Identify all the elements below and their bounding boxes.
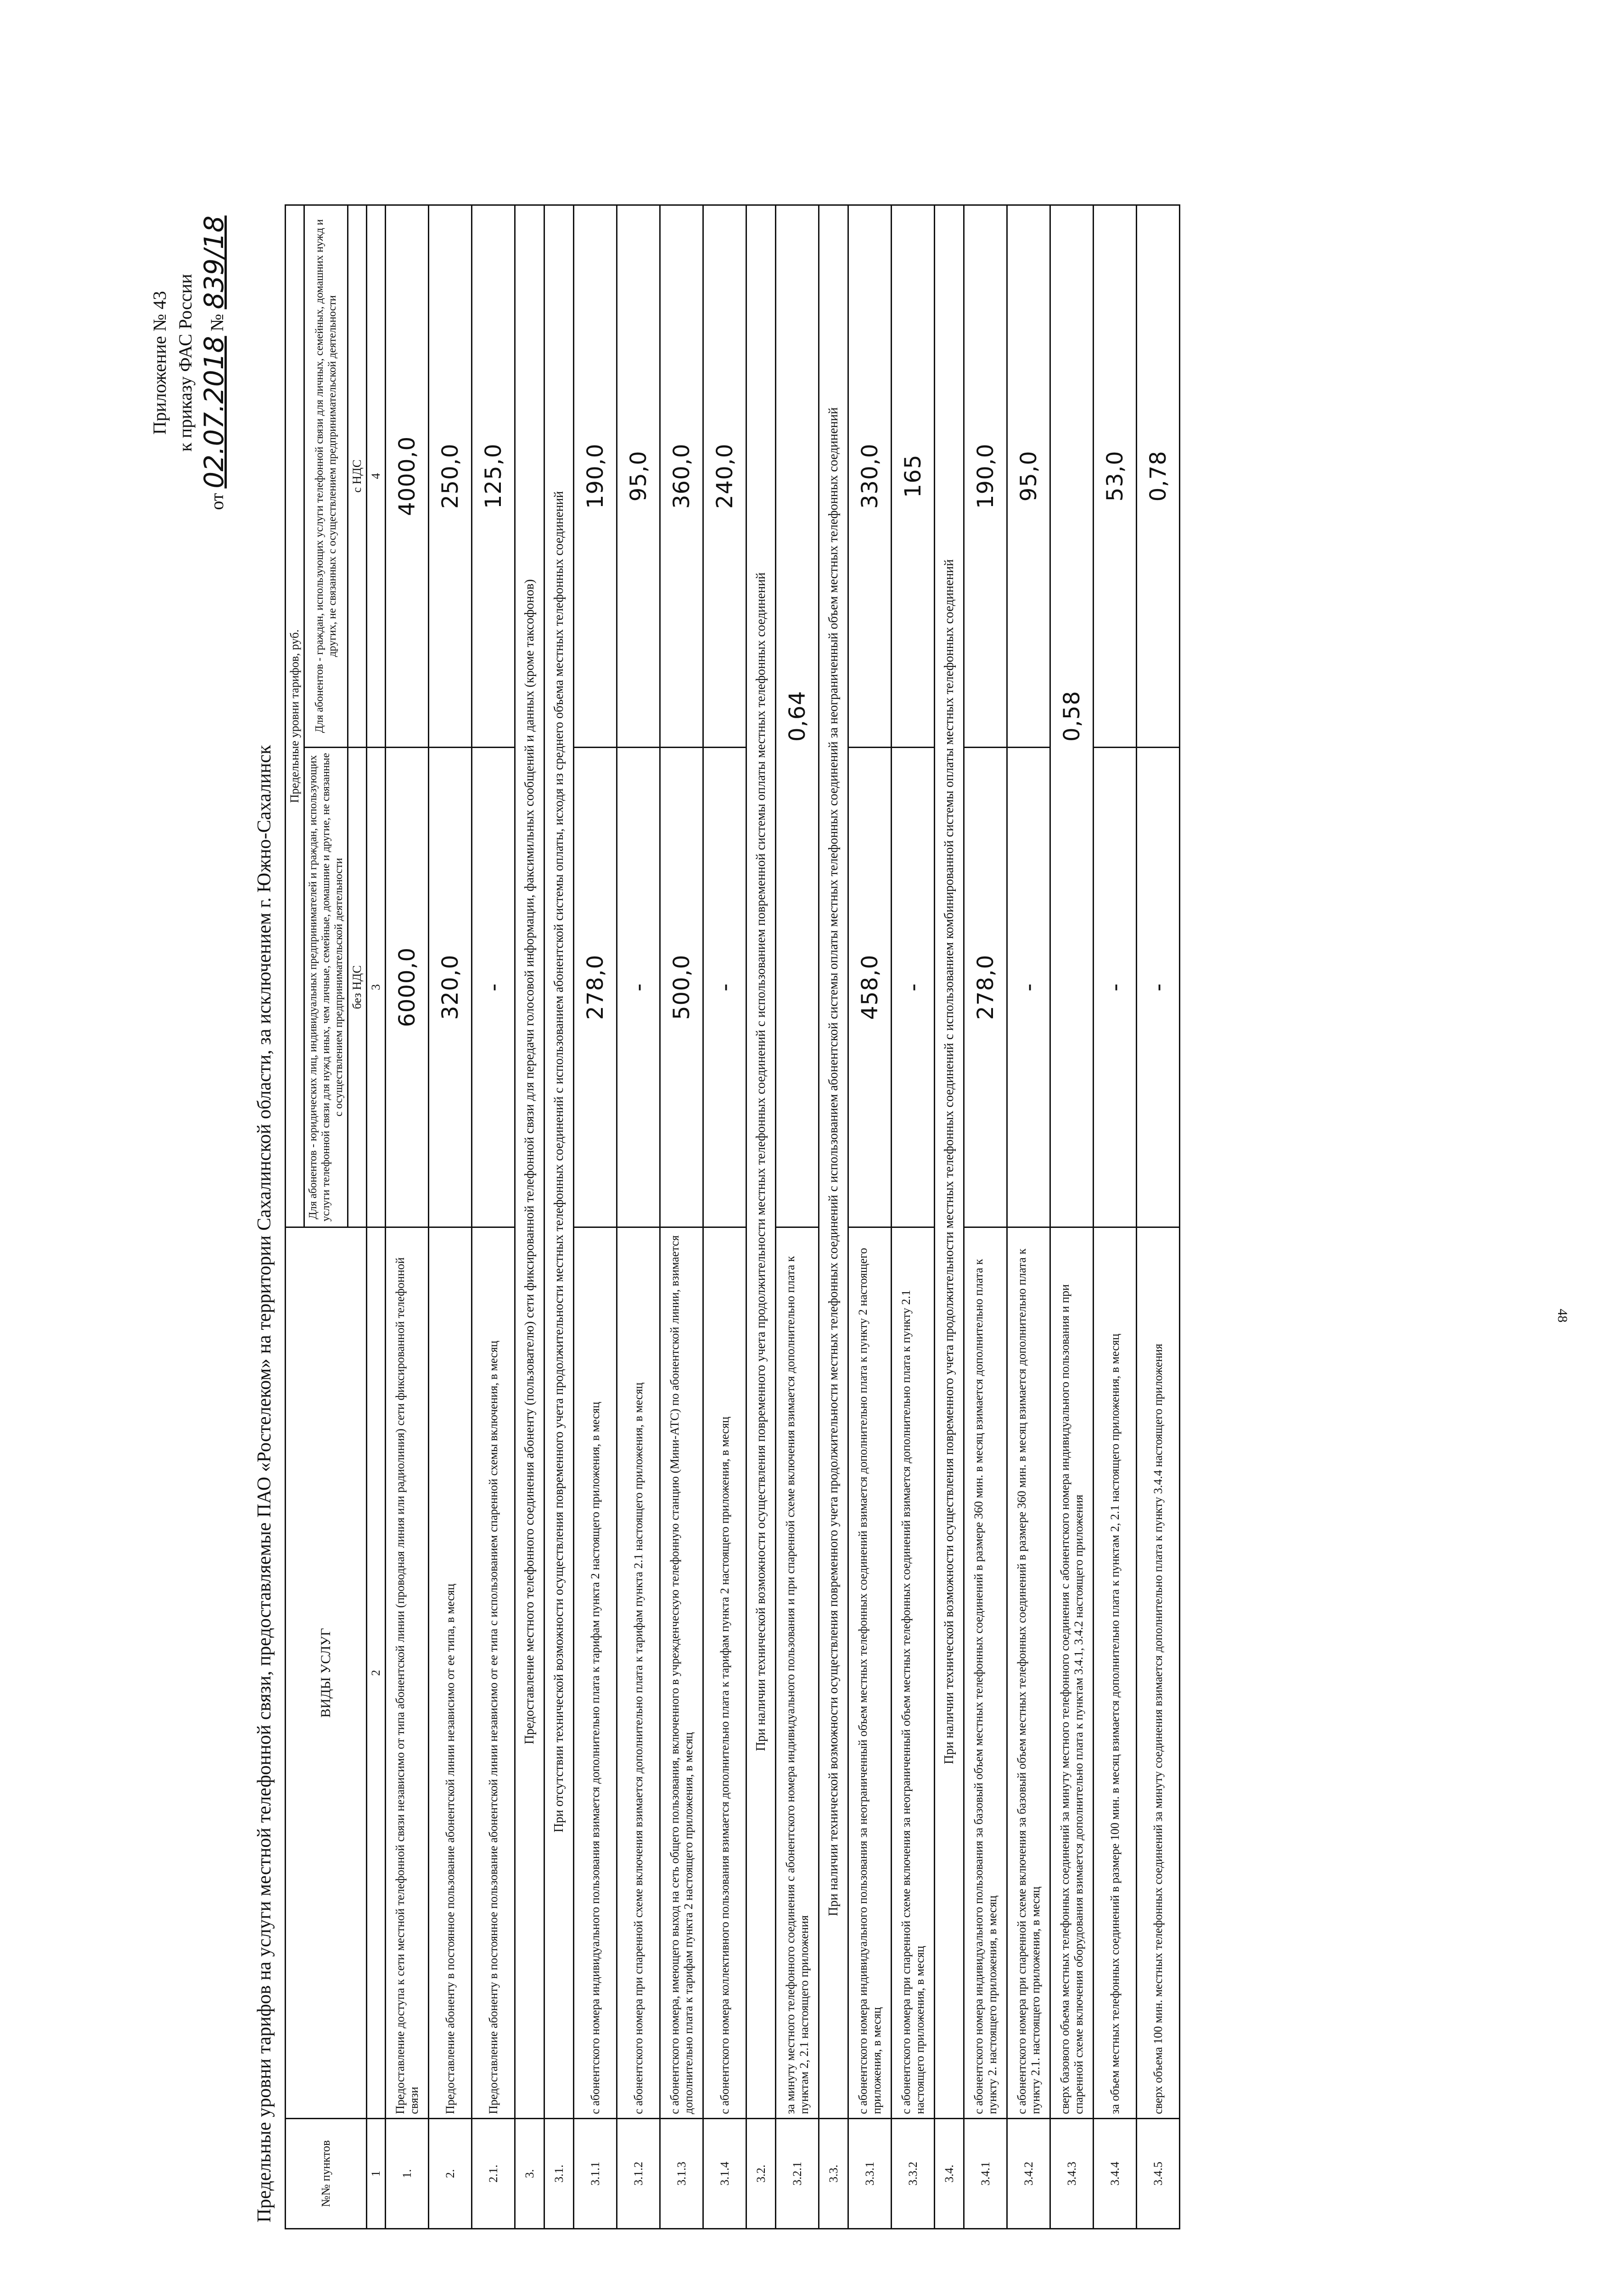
tariff-table [285, 204, 1180, 2229]
section-title: При наличии технической возможности осуществления повременного учета продолжительности местных телефонных соединений с использованием абонентской системы оплаты местных телефонных соединений за неограниченный объем местных телефонных соединений [819, 205, 848, 2119]
table-row [892, 205, 935, 2229]
item-number: 3.4.2 [1007, 2118, 1050, 2228]
price-with-vat: 190,0 [574, 205, 617, 748]
item-number: 2. [429, 2118, 472, 2228]
table-row [1094, 205, 1137, 2229]
col-number-1: 1 [367, 2118, 386, 2228]
header-row-numbers [367, 205, 386, 2229]
price-no-vat: 500,0 [660, 747, 703, 1227]
item-number: 3.4.3 [1050, 2118, 1094, 2228]
item-number: 3.4.4 [1094, 2118, 1137, 2228]
item-number: 3.2. [746, 2118, 776, 2228]
price-with-vat: 53,0 [1094, 205, 1137, 748]
col-number-4: 4 [367, 205, 386, 748]
number-prefix: № [207, 314, 227, 332]
price-per-minute: 0,64 [776, 205, 819, 1227]
section-row [515, 205, 544, 2229]
date-prefix: от [207, 493, 227, 510]
table-row [703, 205, 746, 2229]
appendix-line-1: Приложение № 43 [149, 291, 170, 435]
price-no-vat: 458,0 [848, 747, 892, 1227]
table-row [386, 205, 429, 2229]
price-no-vat: 278,0 [574, 747, 617, 1227]
section-title: При наличии технической возможности осуществления повременного учета продолжительности местных телефонных соединений с использованием комбинированной системы оплаты местных телефонных соединений [935, 205, 964, 2119]
table-row [1007, 205, 1050, 2229]
price-no-vat: 278,0 [964, 747, 1007, 1227]
table-row [660, 205, 703, 2229]
price-with-vat: 95,0 [617, 205, 660, 748]
service-name: сверх базового объема местных телефонных соединений за минуту местного телефонного соединения с абонентского номера индивидуального пользования и при спаренной схеме включения оборудования взимается дополнительно плата к пунктам 3.4.1, 3.4.2 настоящего приложения [1050, 1227, 1094, 2119]
price-no-vat: - [617, 747, 660, 1227]
table-row [429, 205, 472, 2229]
header-group-legal: Для абонентов - юридических лиц, индивидуальных предпринимателей и граждан, использующих услуги телефонной связи для нужд иных, чем личные, семейные, домашние и другие, не связанные с осуществлением предпринимательской деятельности [304, 747, 348, 1227]
col-number-3: 3 [367, 747, 386, 1227]
table-row [1050, 205, 1094, 2229]
item-number: 3.1.1 [574, 2118, 617, 2228]
order-number: 839/18 [198, 215, 230, 310]
price-no-vat: 6000,0 [386, 747, 429, 1227]
table-row [964, 205, 1007, 2229]
header-no-vat: без НДС [348, 747, 367, 1227]
order-date-line [198, 179, 230, 546]
service-name: с абонентского номера индивидуального пользования за базовый объем местных телефонных соединений в размере 360 мин. в месяц взимается дополнительно плата к пункту 2. настоящего приложения, в месяц [964, 1227, 1007, 2119]
table-row [617, 205, 660, 2229]
section-title: При наличии технической возможности осуществления повременного учета продолжительности местных телефонных соединений с использованием повременной системы оплаты местных телефонных соединений [746, 205, 776, 2119]
page-title: Предельные уровни тарифов на услуги местной телефонной связи, предоставляемые ПАО «Ростелеком» на территории Сахалинской области, за исключением г. Южно-Сахалинск [254, 745, 275, 2223]
service-name: Предоставление абоненту в постоянное пользование абонентской линии независимо от ее типа, в месяц [429, 1227, 472, 2119]
service-name: Предоставление абоненту в постоянное пользование абонентской линии независимо от ее типа с использованием спаренной схемы включения, в месяц [472, 1227, 515, 2119]
section-row [544, 205, 574, 2229]
table-row [472, 205, 515, 2229]
item-number: 3.1. [544, 2118, 574, 2228]
price-no-vat: - [703, 747, 746, 1227]
item-number: 3.3.2 [892, 2118, 935, 2228]
price-no-vat: - [892, 747, 935, 1227]
price-with-vat: 95,0 [1007, 205, 1050, 748]
item-number: 3.4. [935, 2118, 964, 2228]
price-no-vat: - [1137, 747, 1180, 1227]
service-name: с абонентского номера индивидуального пользования взимается дополнительно плата к тарифам пункта 2 настоящего приложения, в месяц [574, 1227, 617, 2119]
header-group-citizen: Для абонентов - граждан, использующих услуги телефонной связи для личных, семейных, домашних нужд и других, не связанных с осуществлением предпринимательской деятельности [304, 205, 348, 748]
service-name: с абонентского номера коллективного пользования взимается дополнительно плата к тарифам пункта 2 настоящего приложения, в месяц [703, 1227, 746, 2119]
header-price-group: Предельные уровни тарифов, руб. [286, 205, 304, 1227]
section-row [819, 205, 848, 2229]
price-no-vat: - [1094, 747, 1137, 1227]
rotated-landscape-content [138, 147, 1446, 2241]
header-col-name: ВИДЫ УСЛУГ [286, 1227, 367, 2119]
header-row-1 [286, 205, 304, 2229]
price-with-vat: 4000,0 [386, 205, 429, 748]
price-per-minute: 0,58 [1050, 205, 1094, 1227]
table-row [848, 205, 892, 2229]
item-number: 3. [515, 2118, 544, 2228]
price-with-vat: 240,0 [703, 205, 746, 748]
price-with-vat: 250,0 [429, 205, 472, 748]
price-with-vat: 0,78 [1137, 205, 1180, 748]
service-name: с абонентского номера индивидуального пользования за неограниченный объем местных телефонных соединений взимается дополнительно плата к пункту 2 настоящего приложения, в месяц [848, 1227, 892, 2119]
item-number: 3.3.1 [848, 2118, 892, 2228]
price-with-vat: 190,0 [964, 205, 1007, 748]
item-number: 3.3. [819, 2118, 848, 2228]
section-title: Предоставление местного телефонного соединения абоненту (пользователю) сети фиксированной телефонной связи для передачи голосовой информации, факсимильных сообщений и данных (кроме таксофонов) [515, 205, 544, 2119]
service-name: за минуту местного телефонного соединения с абонентского номера индивидуального пользования и при спаренной схеме включения взимается дополнительно плата к пунктам 2, 2.1 настоящего приложения [776, 1227, 819, 2119]
price-with-vat: 125,0 [472, 205, 515, 748]
service-name: сверх объема 100 мин. местных телефонных соединений за минуту соединения взимается дополнительно плата к пункту 3.4.4 настоящего приложения [1137, 1227, 1180, 2119]
price-with-vat: 360,0 [660, 205, 703, 748]
col-number-2: 2 [367, 1227, 386, 2119]
price-with-vat: 165 [892, 205, 935, 748]
order-date: 02.07.2018 [198, 336, 230, 489]
item-number: 3.4.5 [1137, 2118, 1180, 2228]
price-with-vat: 330,0 [848, 205, 892, 748]
service-name: с абонентского номера при спаренной схеме включения за неограниченный объем местных телефонных соединений взимается дополнительно плата к пункту 2.1 настоящего приложения, в месяц [892, 1227, 935, 2119]
item-number: 3.1.3 [660, 2118, 703, 2228]
service-name: с абонентского номера при спаренной схеме включения за базовый объем местных телефонных соединений в размере 360 мин. в месяц взимается дополнительно плата к пункту 2.1. настоящего приложения, в месяц [1007, 1227, 1050, 2119]
header-with-vat: с НДС [348, 205, 367, 748]
item-number: 3.1.2 [617, 2118, 660, 2228]
price-no-vat: - [472, 747, 515, 1227]
appendix-block [147, 179, 230, 546]
item-number: 3.1.4 [703, 2118, 746, 2228]
item-number: 3.4.1 [964, 2118, 1007, 2228]
service-name: Предоставление доступа к сети местной телефонной связи независимо от типа абонентской линии (проводная линия или радиолиния) сети фиксированной телефонной связи [386, 1227, 429, 2119]
table-row [574, 205, 617, 2229]
section-title: При отсутствии технической возможности осуществления повременного учета продолжительности местных телефонных соединений с использованием абонентской системы оплаты, исходя из среднего объема местных телефонных соединений [544, 205, 574, 2119]
section-row [746, 205, 776, 2229]
header-col-no: №№ пунктов [286, 2118, 367, 2228]
table-row [1137, 205, 1180, 2229]
item-number: 3.2.1 [776, 2118, 819, 2228]
table-row [776, 205, 819, 2229]
page-number: 48 [1555, 1309, 1570, 1322]
price-no-vat: 320,0 [429, 747, 472, 1227]
price-no-vat: - [1007, 747, 1050, 1227]
section-row [935, 205, 964, 2229]
service-name: с абонентского номера при спаренной схеме включения взимается дополнительно плата к тарифам пункта 2.1 настоящего приложения, в месяц [617, 1227, 660, 2119]
item-number: 2.1. [472, 2118, 515, 2228]
service-name: за объем местных телефонных соединений в размере 100 мин. в месяц взимается дополнительно плата к пунктам 2, 2.1 настоящего приложения, в месяц [1094, 1227, 1137, 2119]
service-name: с абонентского номера, имеющего выход на сеть общего пользования, включенного в учрежденческую телефонную станцию (Мини-АТС) по абонентской линии, взимается дополнительно плата к тарифам пункта 2 настоящего приложения, в месяц [660, 1227, 703, 2119]
appendix-line-2: к приказу ФАС России [175, 274, 196, 452]
item-number: 1. [386, 2118, 429, 2228]
